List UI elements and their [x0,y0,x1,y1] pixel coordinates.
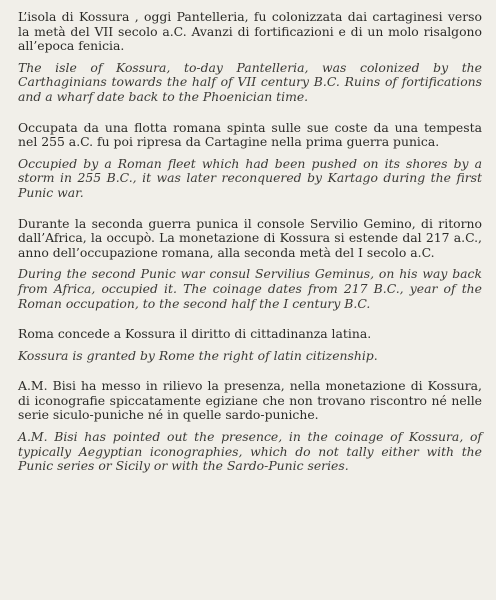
paragraph-italian: L’isola di Kossura , oggi Pantelleria, fu colonizzata dai cartaginesi verso la metà del VII secolo a.C. Avanzi di fortificazioni e di un molo risalgono all’epoca fenicia. [18,9,482,54]
paragraph-english: Kossura is granted by Rome the right of latin citizenship. [18,347,378,363]
paragraph-italian: Occupata da una flotta romana spinta sulle sue coste da una tempesta nel 255 a.C. fu poi ripresa da Cartagine nella prima guerra punica. [18,119,482,150]
paragraph-english: Occupied by a Roman fleet which had been pushed on its shores by a storm in 255 B.C., it was later reconquered by Kartago during the first Punic war. [18,155,482,200]
paragraph-italian: Durante la seconda guerra punica il console Servilio Gemino, di ritorno dall’Africa, la occupò. La monetazione di Kossura si estende dal 217 a.C., anno dell’occupazione romana, alla seconda metà del I secolo a.C. [18,215,482,260]
paragraph-italian: A.M. Bisi ha messo in rilievo la presenza, nella monetazione di Kossura, di iconografie spiccatamente egiziane che non trovano riscontro né nelle serie siculo-puniche né in quelle sardo-puniche. [18,378,482,423]
paragraph-english: A.M. Bisi has pointed out the presence, in the coinage of Kossura, of typically Aegyptian iconographies, which do not tally either with the Punic series or Sicily or with the Sardo-Punic series. [18,429,482,474]
paragraph-italian: Roma concede a Kossura il diritto di cittadinanza latina. [18,326,372,342]
paragraph-english: During the second Punic war consul Servilius Geminus, on his way back from Africa, occupied it. The coinage dates from 217 B.C., year of the Roman occupation, to the second half the I century B.C. [18,266,482,311]
paragraph-english: The isle of Kossura, to-day Pantelleria, was colonized by the Carthaginians towards the half of VII century B.C. Ruins of fortifications and a wharf date back to the Phoenician time. [18,59,482,104]
